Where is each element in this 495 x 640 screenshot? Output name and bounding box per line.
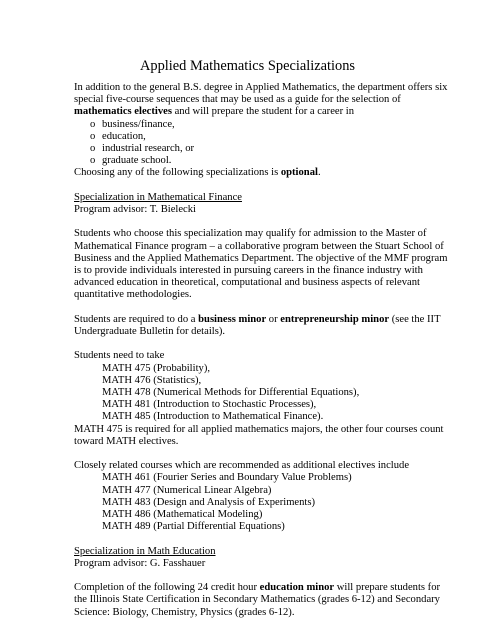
intro-bold: optional [280, 167, 318, 179]
program-advisor: Program advisor: T. Bielecki [74, 204, 196, 216]
paragraph-line: Science: Biology, Chemistry, Physics (grades 6-12). [74, 606, 295, 618]
list-item-text: industrial research, or [102, 143, 195, 155]
bold-text: education minor [259, 582, 335, 594]
intro-line: special five-course sequences that may be used as a guide for the selection of [74, 94, 401, 106]
intro-line: In addition to the general B.S. degree in Applied Mathematics, the department offers six [74, 82, 448, 93]
document-body [74, 82, 454, 619]
list-item-text: graduate school. [102, 155, 172, 167]
intro-text: . [317, 167, 321, 179]
page-title: Applied Mathematics Specializations [139, 58, 355, 74]
program-advisor: Program advisor: G. Fasshauer [74, 557, 206, 569]
paragraph-line: Students need to take [74, 350, 165, 362]
section-heading-finance: Specialization in Mathematical Finance [74, 191, 242, 203]
course-item: MATH 485 (Introduction to Mathematical Finance). [102, 411, 324, 423]
paragraph-line: Students who choose this specialization may qualify for admission to the Master of [74, 228, 427, 240]
list-item-text: education, [102, 130, 146, 142]
paragraph-line: MATH 475 is required for all applied mathematics majors, the other four courses count [74, 423, 444, 435]
course-item: MATH 483 (Design and Analysis of Experiments) [102, 496, 316, 508]
text-span: (see the IIT [389, 313, 441, 325]
paragraph-line: toward MATH electives. [74, 435, 179, 447]
text-span: Completion of the following 24 credit hour [74, 582, 260, 594]
course-item: MATH 477 (Numerical Linear Algebra) [102, 484, 272, 496]
bold-text: business minor [198, 313, 267, 325]
paragraph-line: Undergraduate Bulletin for details). [74, 326, 226, 338]
paragraph-line: is to provide individuals interested in pursuing careers in the finance industry with [74, 265, 423, 277]
intro-text: Choosing any of the following specializations is [74, 167, 281, 179]
bullet-icon: o [90, 155, 96, 167]
text-span: will prepare students for [334, 582, 441, 594]
list-item [74, 119, 454, 131]
course-item: MATH 489 (Partial Differential Equations) [102, 521, 285, 533]
course-item: MATH 476 (Statistics), [102, 374, 202, 386]
paragraph-line: the Illinois State Certification in Secondary Mathematics (grades 6-12) and Secondary [74, 594, 440, 606]
intro-text: and will prepare the student for a career in [171, 106, 355, 118]
list-item [74, 131, 454, 143]
bullet-icon: o [90, 118, 96, 130]
intro-line [74, 167, 454, 179]
course-item: MATH 475 (Probability), [102, 362, 210, 374]
list-item-text: business/finance, [102, 118, 175, 130]
list-item [74, 143, 454, 155]
bullet-icon: o [90, 143, 96, 155]
paragraph-line: Mathematical Finance program – a collaborative program between the Stuart School of [74, 240, 444, 252]
section-heading-education: Specialization in Math Education [74, 545, 216, 557]
bullet-icon: o [90, 130, 96, 142]
paragraph-line: Business and the Applied Mathematics Department. The objective of the MMF program [74, 252, 448, 264]
list-item [74, 155, 454, 167]
course-item: MATH 461 (Fourier Series and Boundary Value Problems) [102, 472, 352, 484]
intro-bold: mathematics electives [74, 106, 172, 118]
course-item: MATH 478 (Numerical Methods for Differential Equations), [102, 387, 360, 399]
course-item: MATH 481 (Introduction to Stochastic Processes), [102, 399, 317, 411]
text-span: Students are required to do a [74, 313, 199, 325]
bold-text: entrepreneurship minor [280, 313, 390, 325]
paragraph-line [74, 582, 454, 594]
text-span: or [266, 313, 281, 325]
paragraph-line: advanced education in theoretical, computational and business aspects of relevant [74, 277, 420, 289]
paragraph-line: Closely related courses which are recommended as additional electives include [74, 460, 410, 472]
course-item: MATH 486 (Mathematical Modeling) [102, 509, 263, 521]
paragraph-line: quantitative methodologies. [74, 289, 192, 301]
paragraph-line [74, 314, 454, 326]
intro-line [74, 106, 454, 118]
